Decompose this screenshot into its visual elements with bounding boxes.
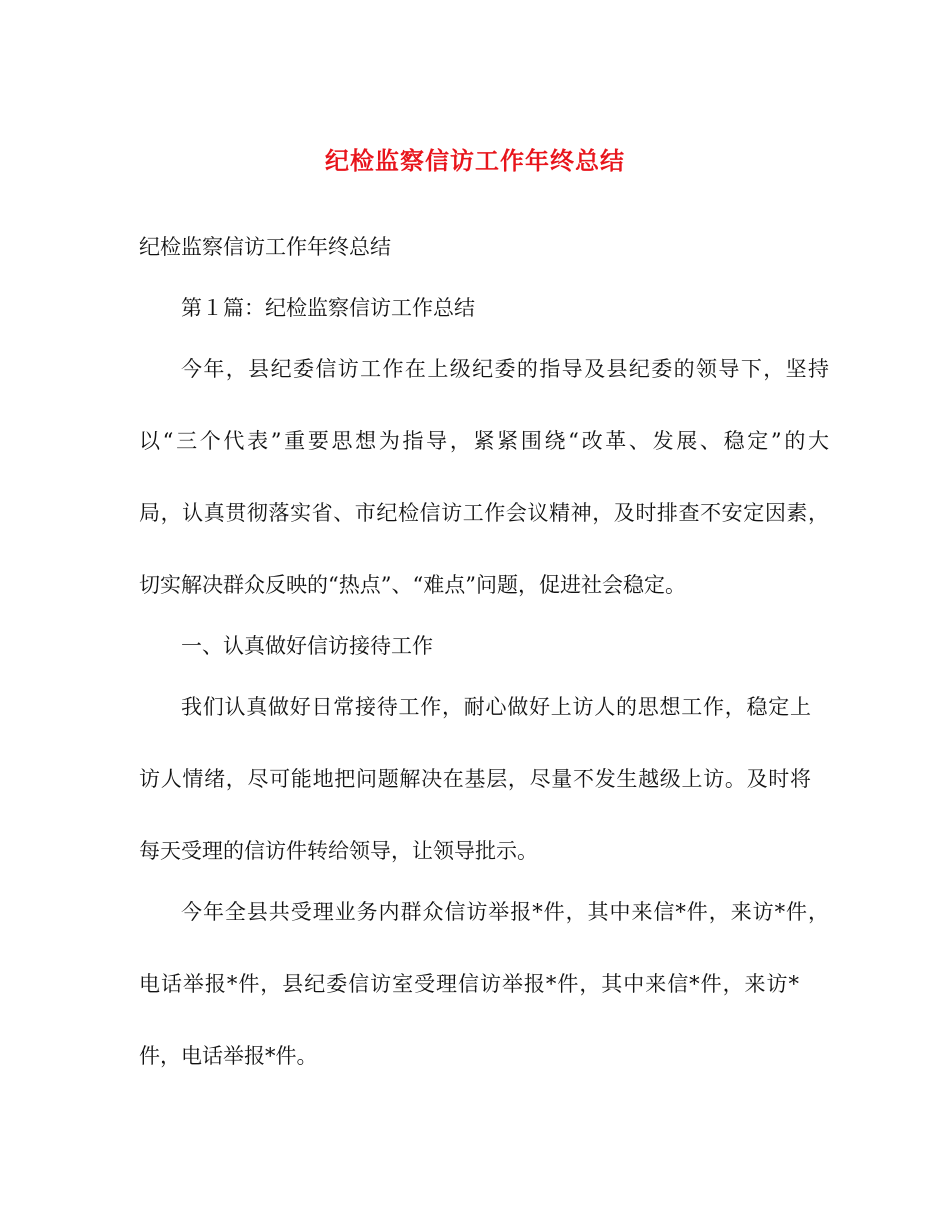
paragraph-line: 每天受理的信访件转给领导，让领导批示。	[139, 839, 538, 863]
paragraph-line: 我们认真做好日常接待工作，耐心做好上访人的思想工作，稳定上	[181, 695, 811, 719]
paragraph-line: 以“三个代表”重要思想为指导，紧紧围绕“改革、发展、稳定”的大	[139, 429, 829, 453]
document-title: 纪检监察信访工作年终总结	[325, 146, 625, 175]
paragraph-line: 电话举报*件，县纪委信访室受理信访举报*件，其中来信*件，来访*	[139, 972, 799, 996]
paragraph-line: 件，电话举报*件。	[139, 1044, 318, 1068]
subtitle-line: 纪检监察信访工作年终总结	[139, 235, 391, 259]
paragraph-line: 局，认真贯彻落实省、市纪检信访工作会议精神，及时排查不安定因素，	[139, 501, 829, 525]
section-heading-part1: 第１篇：纪检监察信访工作总结	[181, 296, 475, 320]
paragraph-line: 切实解决群众反映的“热点”、“难点”问题，促进社会稳定。	[139, 573, 686, 597]
paragraph-line: 今年，县纪委信访工作在上级纪委的指导及县纪委的领导下，坚持	[181, 357, 829, 381]
paragraph-line: 今年全县共受理业务内群众信访举报*件，其中来信*件，来访*件，	[181, 900, 829, 924]
section-heading-1: 一、认真做好信访接待工作	[181, 634, 433, 658]
paragraph-line: 访人情绪，尽可能地把问题解决在基层，尽量不发生越级上访。及时将	[139, 767, 811, 791]
